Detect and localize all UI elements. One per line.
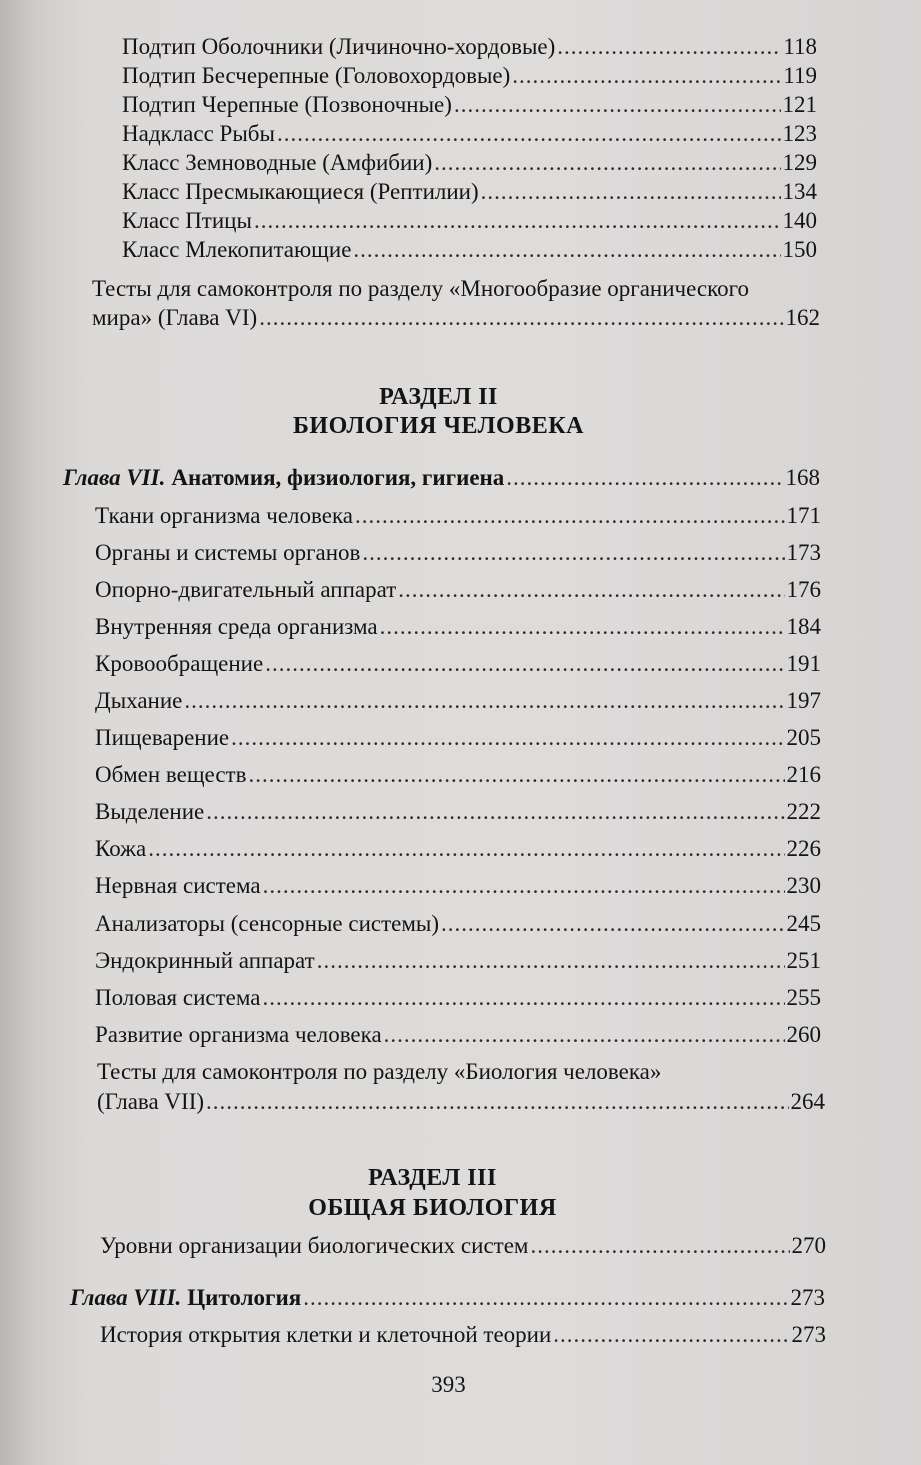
toc-entry-page: 119 <box>783 63 817 88</box>
leader-dots <box>380 613 785 641</box>
toc-entry-page: 197 <box>786 688 821 713</box>
toc-entry <box>95 650 821 678</box>
toc-entry <box>95 502 821 530</box>
toc-entry-page: 121 <box>782 92 817 117</box>
leader-dots <box>384 1021 785 1049</box>
toc-entry-title: Подтип Черепные (Позвоночные) <box>122 92 452 117</box>
leader-dots <box>277 120 781 148</box>
toc-entry <box>95 835 821 863</box>
toc-entry-title: (Глава VII) <box>97 1089 205 1114</box>
toc-entry-title: Эндокринный аппарат <box>95 948 315 973</box>
section-title: ОБЩАЯ БИОЛОГИЯ <box>308 1195 557 1221</box>
toc-entry-page: 140 <box>782 208 817 233</box>
toc-entry-page: 171 <box>786 503 821 528</box>
toc-entry <box>100 1321 826 1349</box>
toc-entry-title: Обмен веществ <box>95 762 247 787</box>
toc-entry-title: Класс Пресмыкающиеся (Рептилии) <box>122 179 479 204</box>
leader-dots <box>259 304 783 332</box>
toc-entry <box>95 613 821 641</box>
toc-entry-page: 264 <box>790 1089 825 1114</box>
toc-entry <box>95 872 821 900</box>
chapter-label: Глава VIII. <box>70 1285 182 1310</box>
toc-entry <box>95 910 821 938</box>
toc-entry <box>95 761 821 789</box>
leader-dots <box>254 207 781 235</box>
toc-entry-title: Подтип Оболочники (Личиночно-хордовые) <box>122 34 556 59</box>
toc-entry-page: 273 <box>791 1322 826 1347</box>
leader-dots <box>530 1232 789 1260</box>
toc-entry <box>100 1232 826 1260</box>
leader-dots <box>398 576 784 604</box>
leader-dots <box>184 687 784 715</box>
toc-entry-title: Внутренняя среда организма <box>95 614 378 639</box>
toc-entry-page: 176 <box>786 577 821 602</box>
toc-entry <box>122 207 817 235</box>
leader-dots <box>303 1284 788 1312</box>
toc-entry-title: Дыхание <box>95 688 183 713</box>
chapter-label: Глава VII. <box>63 465 166 490</box>
leader-dots <box>206 1088 788 1116</box>
toc-entry <box>95 1021 821 1049</box>
toc-entry-title: Кожа <box>95 836 147 861</box>
leader-dots <box>263 872 785 900</box>
toc-entry-page: 270 <box>791 1233 826 1258</box>
toc-entry-page: 251 <box>786 948 821 973</box>
leader-dots <box>481 178 781 206</box>
toc-entry-page: 205 <box>786 725 821 750</box>
toc-entry-page: 216 <box>786 762 821 787</box>
toc-entry-page: 191 <box>786 651 821 676</box>
toc-entry <box>95 724 821 752</box>
section-label: РАЗДЕЛ II <box>379 384 498 410</box>
leader-dots <box>148 835 784 863</box>
page-number: 393 <box>431 1372 466 1397</box>
toc-entry-page: 222 <box>786 799 821 824</box>
toc-entry-title: Подтип Бесчерепные (Головохордовые) <box>122 63 511 88</box>
toc-entry-page: 230 <box>786 873 821 898</box>
toc-entry-title: Кровообращение <box>95 651 264 676</box>
toc-entry <box>95 984 821 1012</box>
chapter-page: 273 <box>790 1285 825 1310</box>
toc-entry-title: История открытия клетки и клеточной теории <box>100 1322 552 1347</box>
leader-dots <box>231 724 784 752</box>
toc-entry <box>95 798 821 826</box>
leader-dots <box>512 62 781 90</box>
leader-dots <box>353 236 780 264</box>
toc-entry-title: Развитие организма человека <box>95 1022 382 1047</box>
toc-entry-title: Нервная система <box>95 873 261 898</box>
chapter-entry <box>70 1284 825 1312</box>
toc-entry-title: Класс Земноводные (Амфибии) <box>122 150 433 175</box>
toc-entry-title: Пищеварение <box>95 725 230 750</box>
toc-entry-title: Выделение <box>95 799 205 824</box>
toc-entry-page: 123 <box>782 121 817 146</box>
toc-entry-title: Половая система <box>95 985 261 1010</box>
leader-dots <box>557 33 781 61</box>
toc-entry-page: 150 <box>782 237 817 262</box>
toc-entry <box>95 687 821 715</box>
toc-entry <box>97 1088 825 1116</box>
toc-entry-page: 118 <box>783 34 817 59</box>
toc-entry-page: 255 <box>786 985 821 1010</box>
toc-entry-title: Класс Млекопитающие <box>122 237 352 262</box>
toc-entry <box>122 62 817 90</box>
toc-entry <box>95 947 821 975</box>
leader-dots <box>248 761 784 789</box>
toc-entry-title: мира» (Глава VI) <box>92 305 258 330</box>
leader-dots <box>553 1321 789 1349</box>
toc-entry-page: 162 <box>785 305 820 330</box>
leader-dots <box>317 947 785 975</box>
toc-entry <box>122 178 817 206</box>
toc-tests-line1: Тесты для самоконтроля по разделу «Биология человека» <box>97 1059 662 1084</box>
toc-entry-title: Надкласс Рыбы <box>122 121 275 146</box>
toc-entry-title: Анализаторы (сенсорные системы) <box>95 911 440 936</box>
toc-entry <box>122 149 817 177</box>
leader-dots <box>454 91 781 119</box>
leader-dots <box>355 502 785 530</box>
toc-entry <box>122 120 817 148</box>
chapter-page: 168 <box>785 465 820 490</box>
chapter-title: Цитология <box>187 1285 302 1310</box>
toc-entry <box>122 236 817 264</box>
chapter-entry <box>63 464 820 492</box>
leader-dots <box>265 650 784 678</box>
section-label: РАЗДЕЛ III <box>368 1165 497 1191</box>
section-title: БИОЛОГИЯ ЧЕЛОВЕКА <box>293 413 584 439</box>
toc-entry-page: 226 <box>786 836 821 861</box>
toc-entry-title: Уровни организации биологических систем <box>100 1233 529 1258</box>
toc-entry <box>122 91 817 119</box>
leader-dots <box>262 984 784 1012</box>
toc-entry-title: Класс Птицы <box>122 208 252 233</box>
toc-entry-page: 134 <box>782 179 817 204</box>
toc-entry <box>95 539 821 567</box>
toc-entry-page: 260 <box>786 1022 821 1047</box>
toc-entry <box>122 33 817 61</box>
leader-dots <box>434 149 780 177</box>
toc-entry-title: Органы и системы органов <box>95 540 361 565</box>
toc-tests-line1: Тесты для самоконтроля по разделу «Многообразие органического <box>92 276 749 301</box>
toc-entry-title: Ткани организма человека <box>95 503 353 528</box>
toc-entry-page: 184 <box>786 614 821 639</box>
toc-entry-title: Опорно-двигательный аппарат <box>95 577 397 602</box>
leader-dots <box>441 910 784 938</box>
toc-entry <box>95 576 821 604</box>
toc-entry <box>92 304 820 332</box>
toc-entry-page: 129 <box>782 150 817 175</box>
chapter-title: Анатомия, физиология, гигиена <box>171 465 505 490</box>
leader-dots <box>206 798 784 826</box>
toc-entry-page: 245 <box>786 911 821 936</box>
leader-dots <box>506 464 783 492</box>
toc-entry-page: 173 <box>786 540 821 565</box>
leader-dots <box>362 539 784 567</box>
